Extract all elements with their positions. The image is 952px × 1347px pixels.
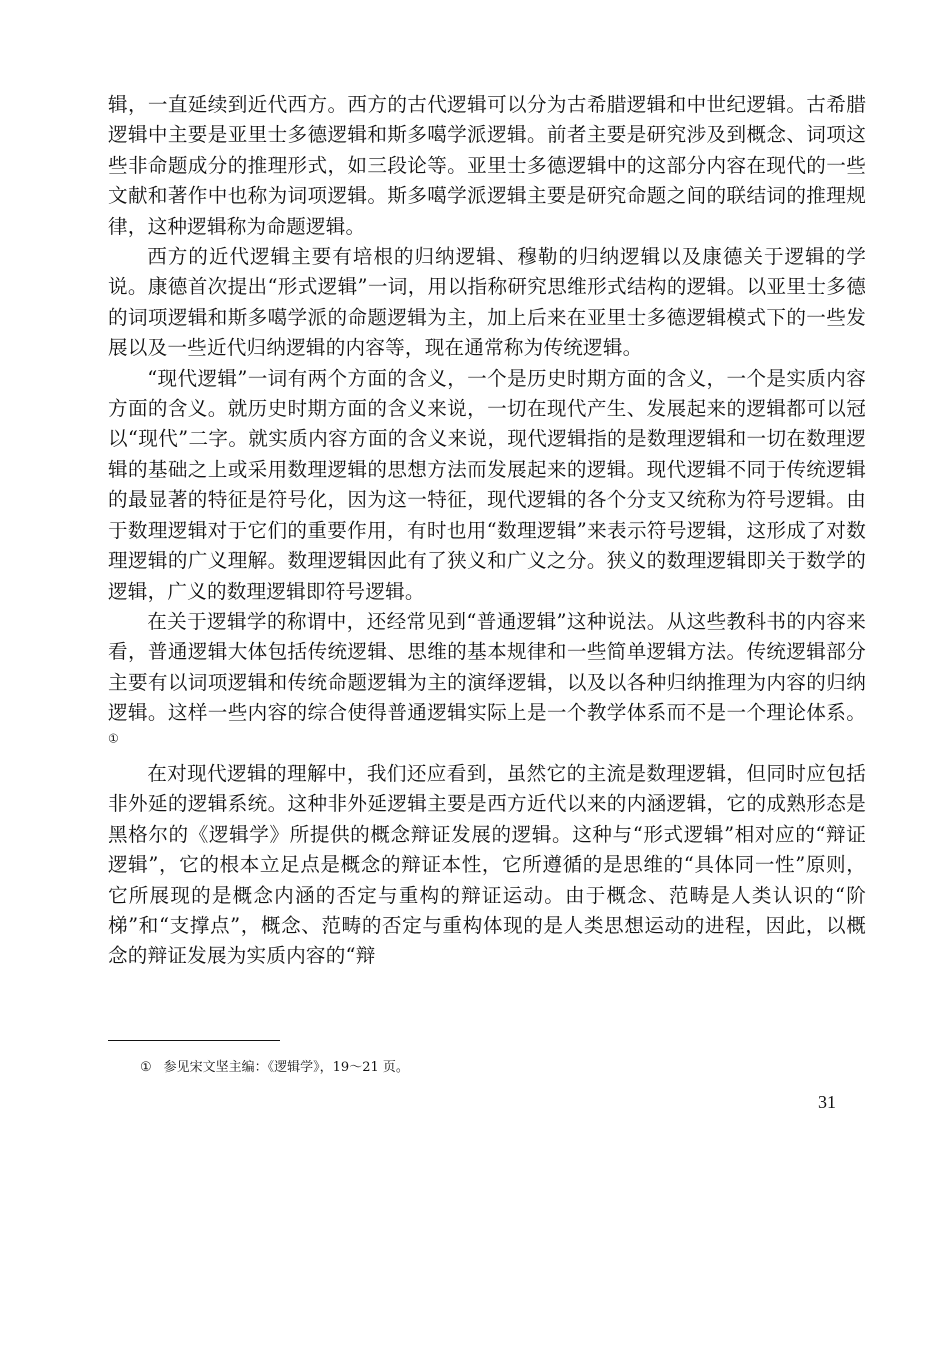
paragraph-4-text: 在关于逻辑学的称谓中，还经常见到“普通逻辑”这种说法。从这些教科书的内容来看，普通逻辑大体包括传统逻辑、思维的基本规律和一些简单逻辑方法。传统逻辑部分主要有以词项逻辑和传统命题逻辑为主的演绎逻辑，以及以各种归纳推理为内容的归纳逻辑。这样一些内容的综合使得普通逻辑实际上是一个教学体系而不是一个理论体系。	[108, 609, 866, 725]
paragraph-2: 西方的近代逻辑主要有培根的归纳逻辑、穆勒的归纳逻辑以及康德关于逻辑的学说。康德首次提出“形式逻辑”一词，用以指称研究思维形式结构的逻辑。以亚里士多德的词项逻辑和斯多噶学派的命题逻辑为主，加上后来在亚里士多德逻辑模式下的一些发展以及一些近代归纳逻辑的内容等，现在通常称为传统逻辑。	[108, 245, 866, 360]
footnote	[140, 1059, 409, 1077]
footnote-text: 参见宋文坚主编：《逻辑学》，19～21 页。	[163, 1060, 409, 1075]
paragraph-1: 辑，一直延续到近代西方。西方的古代逻辑可以分为古希腊逻辑和中世纪逻辑。古希腊逻辑中主要是亚里士多德逻辑和斯多噶学派逻辑。前者主要是研究涉及到概念、词项这些非命题成分的推理形式，如三段论等。亚里士多德逻辑中的这部分内容在现代的一些文献和著作中也称为词项逻辑。斯多噶学派逻辑主要是研究命题之间的联结词的推理规律，这种逻辑称为命题逻辑。	[108, 93, 866, 238]
paragraph-5: 在对现代逻辑的理解中，我们还应看到，虽然它的主流是数理逻辑，但同时应包括非外延的逻辑系统。这种非外延逻辑主要是西方近代以来的内涵逻辑，它的成熟形态是黑格尔的《逻辑学》所提供的概念辩证发展的逻辑。这种与“形式逻辑”相对应的“辩证逻辑”，它的根本立足点是概念的辩证本性，它所遵循的是思维的“具体同一性”原则，它所展现的是概念内涵的否定与重构的辩证运动。由于概念、范畴是人类认识的“阶梯”和“支撑点”，概念、范畴的否定与重构体现的是人类思想运动的进程，因此，以概念的辩证发展为实质内容的“辩	[108, 761, 866, 968]
footnote-divider	[108, 1040, 280, 1041]
body-text	[108, 90, 866, 972]
paragraph-4	[108, 607, 866, 759]
footnote-mark: ①	[140, 1060, 152, 1075]
paragraph-3: “现代逻辑”一词有两个方面的含义，一个是历史时期方面的含义，一个是实质内容方面的含义。就历史时期方面的含义来说，一切在现代产生、发展起来的逻辑都可以冠以“现代”二字。就实质内容方面的含义来说，现代逻辑指的是数理逻辑和一切在数理逻辑的基础之上或采用数理逻辑的思想方法而发展起来的逻辑。现代逻辑不同于传统逻辑的最显著的特征是符号化，因为这一特征，现代逻辑的各个分支又统称为符号逻辑。由于数理逻辑对于它们的重要作用，有时也用“数理逻辑”来表示符号逻辑，这形成了对数理逻辑的广义理解。数理逻辑因此有了狭义和广义之分。狭义的数理逻辑即关于数学的逻辑，广义的数理逻辑即符号逻辑。	[108, 366, 866, 603]
footnote-reference[interactable]: ①	[108, 731, 119, 745]
page-number: 31	[818, 1092, 836, 1112]
